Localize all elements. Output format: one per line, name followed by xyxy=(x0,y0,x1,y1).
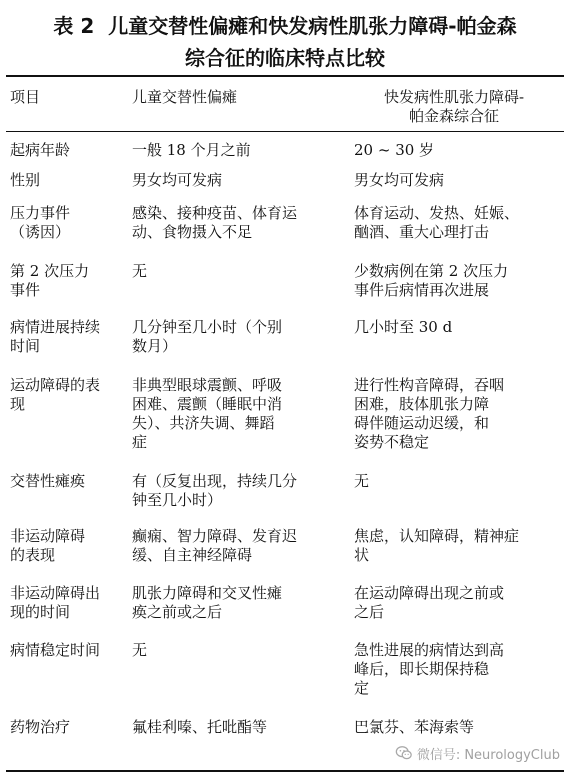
ahc-cell: 非典型眼球震颤、呼吸 困难、震颤（睡眠中消 失）、共济失调、舞蹈 症 xyxy=(132,376,283,451)
rdp-cell: 20 ~ 30 岁 xyxy=(354,141,435,159)
header-item: 项目 xyxy=(10,88,41,106)
rdp-cell: 进行性构音障碍，吞咽 困难，肢体肌张力障 碍伴随运动迟缓，和 姿势不稳定 xyxy=(354,376,505,451)
title-line-1 xyxy=(0,10,570,42)
ahc-cell: 无 xyxy=(132,641,148,659)
rdp-cell: 急性进展的病情达到高 峰后，即长期保持稳 定 xyxy=(354,641,505,697)
row-label: 性别 xyxy=(10,171,41,189)
row-label: 运动障碍的表 现 xyxy=(10,376,101,413)
title-line-2: 综合征的临床特点比较 xyxy=(185,46,385,70)
header-rdp: 快发病性肌张力障碍- 帕金森综合征 xyxy=(383,88,525,125)
table-top-rule xyxy=(6,75,564,77)
table-bottom-rule xyxy=(6,770,564,772)
wechat-icon xyxy=(395,744,413,762)
ahc-cell: 感染、接种疫苗、体育运 动、食物摄入不足 xyxy=(132,204,298,241)
rdp-cell: 几小时至 30 d xyxy=(354,318,453,336)
rdp-cell: 无 xyxy=(354,472,370,490)
row-label: 压力事件 （诱因） xyxy=(10,204,71,241)
table-header-rule xyxy=(6,131,564,132)
ahc-cell: 癫痫、智力障碍、发育迟 缓、自主神经障碍 xyxy=(132,527,298,564)
row-label: 药物治疗 xyxy=(10,718,71,736)
ahc-cell: 氟桂利嗪、托吡酯等 xyxy=(132,718,268,736)
row-label: 非运动障碍 的表现 xyxy=(10,527,86,564)
row-label: 非运动障碍出 现的时间 xyxy=(10,584,101,621)
ahc-cell: 一般 18 个月之前 xyxy=(132,141,251,159)
row-label: 病情稳定时间 xyxy=(10,641,101,659)
rdp-cell: 在运动障碍出现之前或 之后 xyxy=(354,584,505,621)
watermark-text: 微信号: NeurologyClub xyxy=(416,747,560,763)
header-ahc: 儿童交替性偏瘫 xyxy=(132,88,238,106)
row-label: 交替性瘫痪 xyxy=(10,472,86,490)
rdp-cell: 体育运动、发热、妊娠、 酗酒、重大心理打击 xyxy=(354,204,520,241)
ahc-cell: 几分钟至几小时（个别 数月） xyxy=(132,318,283,355)
rdp-cell: 巴氯芬、苯海索等 xyxy=(354,718,475,736)
ahc-cell: 肌张力障碍和交叉性瘫 痪之前或之后 xyxy=(132,584,283,621)
table-title xyxy=(0,10,570,74)
row-label: 起病年龄 xyxy=(10,141,71,159)
rdp-cell: 少数病例在第 2 次压力 事件后病情再次进展 xyxy=(354,262,509,299)
rdp-cell: 焦虑，认知障碍，精神症 状 xyxy=(354,527,520,564)
title-text-1: 儿童交替性偏瘫和快发病性肌张力障碍-帕金森 xyxy=(108,14,517,38)
watermark xyxy=(393,740,562,766)
ahc-cell: 男女均可发病 xyxy=(132,171,223,189)
row-label: 第 2 次压力 事件 xyxy=(10,262,90,299)
row-label: 病情进展持续 时间 xyxy=(10,318,101,355)
ahc-cell: 无 xyxy=(132,262,148,280)
table-number: 表 2 xyxy=(53,14,95,38)
ahc-cell: 有（反复出现，持续几分 钟至几小时） xyxy=(132,472,298,509)
rdp-cell: 男女均可发病 xyxy=(354,171,445,189)
